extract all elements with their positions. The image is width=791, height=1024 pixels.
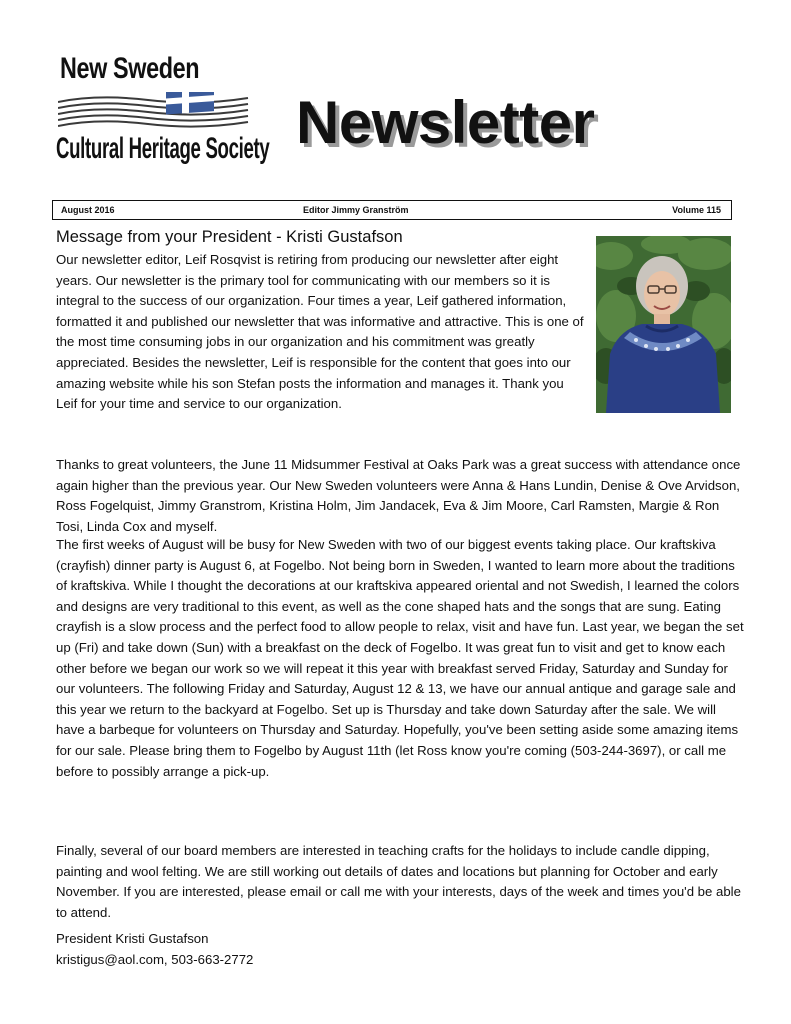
article-paragraph-2: Thanks to great volunteers, the June 11 Midsummer Festival at Oaks Park was a great success with attendance once again higher than the previous year. Our New Sweden volunteers were Anna & Hans Lundin, Denise & Ove Arvidson, Ross Fogelquist, Jimmy Granstrom, Kristina Holm, Jim Jandacek, Eva & Jim Moore, Carl Ramsten, Margie & Ron Tosi, Linda Cox and myself. [56,457,741,534]
president-portrait [596,236,731,413]
logo-title-new-sweden: New Sweden [60,52,200,85]
issue-editor: Editor Jimmy Granström [303,205,409,215]
article-paragraph-4: Finally, several of our board members are interested in teaching crafts for the holidays to include candle dipping, painting and wool felting. We are still working out details of dates and locations but planning for October and early November. If you are interested, please email or call me with your interests, days of the week and times you'd be able to attend. [56,843,741,920]
signature-name: President Kristi Gustafson [56,931,209,946]
portrait-illustration [596,236,731,413]
signature-contact: kristigus@aol.com, 503-663-2772 [56,951,254,967]
issue-volume: Volume 115 [672,205,721,215]
article-paragraph-3: The first weeks of August will be busy for New Sweden with two of our biggest events taking place. Our kraftskiva (crayfish) dinner party is August 6, at Fogelbo. Not being born in Sweden, I wanted to learn more about the traditions of kraftskiva. While I thought the decorations at our kraftskiva appeared oriental and not Swedish, I learned the colors and designs are very traditional to this event, as well as the cone shaped hats and the songs that are sung. Eating crayfish is a slow process and the perfect food to allow people to relax, visit and have fun. Last year, we began the set up (Fri) and take down (Sun) with a breakfast on the deck of Fogelbo. It was great fun to visit and get to know each other before we began our work so we will repeat it this year with breakfast served Friday, Saturday and Sunday for our volunteers. The following Friday and Saturday, August 12 & 13, we have our annual antique and garage sale and this year we return to the backyard at Fogelbo. Set up is Thursday and take down Saturday after the sale. We will have a barbeque for volunteers on Thursday and Saturday. Hopefully, you've been setting aside some amazing items for our sale. Please bring them to Fogelbo by August 11th (let Ross know you're coming (503-244-3697), or call me before to possibly arrange a pick-up. [56,537,744,779]
society-logo [52,52,280,188]
article-title: Message from your President - Kristi Gustafson [56,228,403,246]
newsletter-masthead: Newsletter [296,89,595,156]
signature-block [56,929,253,970]
issue-date: August 2016 [61,205,115,215]
issue-info-bar [52,200,732,220]
logo-subtitle: Cultural Heritage Society [56,132,270,165]
flag-stripes-icon [58,92,258,132]
article-paragraph-1: Our newsletter editor, Leif Rosqvist is retiring from producing our newsletter after eight years. Our newsletter is the primary tool for communicating with our members so it is integral to the success of our organization. Four times a year, Leif gathered information, formatted it and published our newsletter that was informative and attractive. This is one of the most time consuming jobs in our organization and his commitment was greatly appreciated. Besides the newsletter, Leif is responsible for the content that goes into our amazing website while his son Stefan posts the information and manages it. Thank you Leif for your time and service to our organization. [56,252,584,412]
